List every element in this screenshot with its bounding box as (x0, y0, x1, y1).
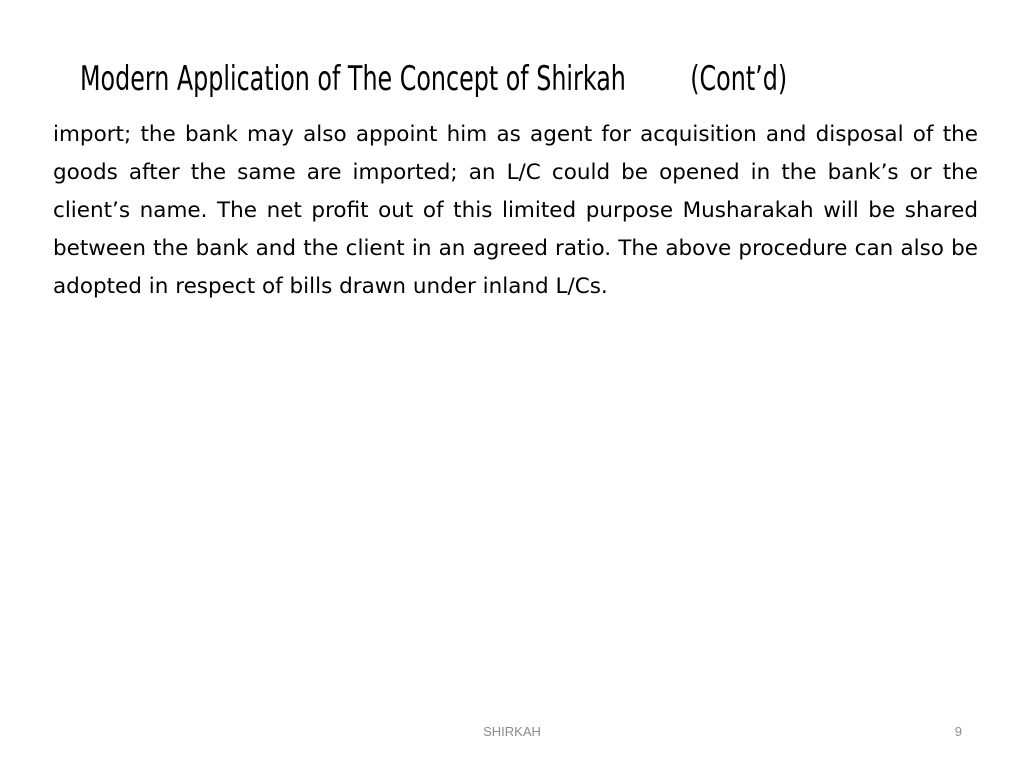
slide-footer-text: SHIRKAH (483, 724, 541, 739)
slide-title (80, 54, 788, 110)
slide-body-text: import; the bank may also appoint him as agent for acquisition and disposal of the goods after the same are imported; an L/C could be opened in the bank’s or the client’s name. The net profit out of this limited purpose Musharakah will be shared between the bank and the client in an agreed ratio. The above procedure can also be adopted in respect of bills drawn under inland L/Cs. (53, 122, 978, 299)
slide-title-main: Modern Application of The Concept of Shirkah (80, 59, 626, 99)
slide-title-suffix: (Cont’d) (690, 59, 788, 99)
slide-page-number: 9 (954, 724, 962, 739)
